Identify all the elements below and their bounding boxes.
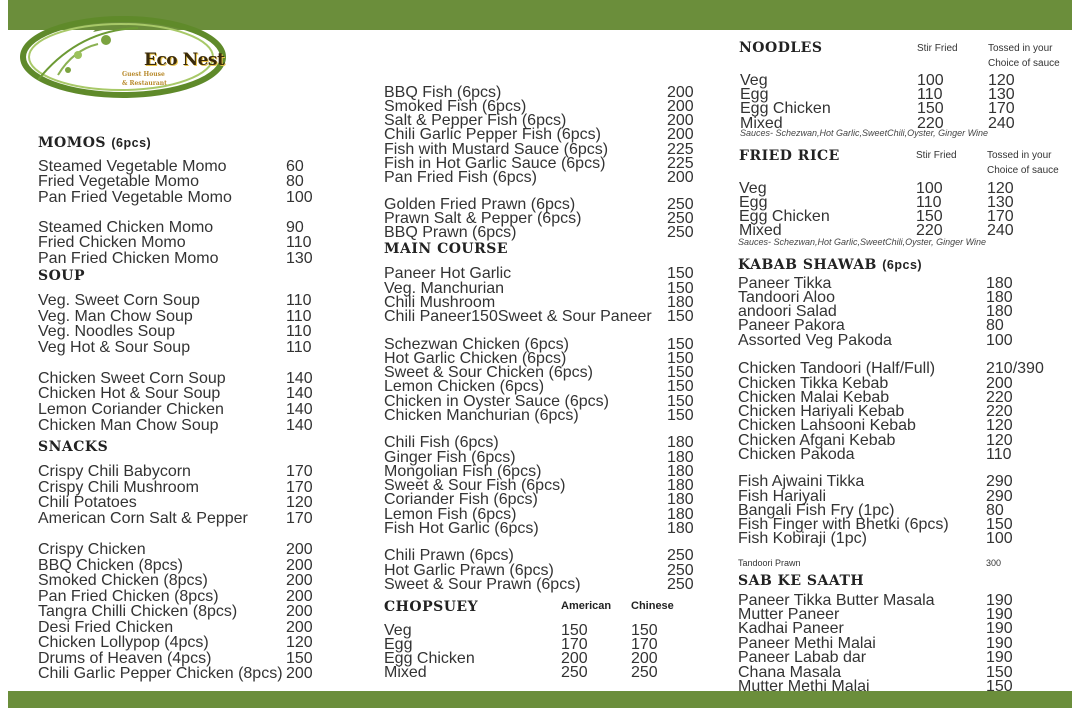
menu-item-price: 180 [667, 434, 694, 451]
momos-title: MOMOS [38, 135, 106, 151]
menu-item-price: 200 [286, 557, 313, 574]
menu-item-price: 220 [986, 403, 1013, 420]
menu-item-price: 60 [286, 158, 304, 175]
menu-item-name: Pan Fried Vegetable Momo [38, 189, 232, 206]
menu-item-price: 300 [986, 558, 1002, 568]
menu-item-name: Veg [739, 180, 767, 197]
menu-item-name: Hot Garlic Prawn (6pcs) [384, 562, 554, 579]
menu-item-price: 180 [986, 303, 1013, 320]
menu-item-price: 200 [667, 112, 694, 129]
menu-item-name: Crispy Chili Babycorn [38, 463, 191, 480]
menu-item-price-1: 100 [916, 180, 943, 197]
menu-item-price-1: 150 [561, 622, 588, 639]
menu-item-price: 180 [986, 275, 1013, 292]
menu-item-name: Chicken Afgani Kebab [738, 432, 896, 449]
menu-item-name: Chili Potatoes [38, 494, 137, 511]
menu-item-name: Chicken Sweet Corn Soup [38, 370, 226, 387]
menu-item-price: 200 [286, 541, 313, 558]
menu-item-name: Lemon Coriander Chicken [38, 401, 224, 418]
menu-item-price: 200 [667, 98, 694, 115]
menu-item-price-2: 130 [987, 194, 1014, 211]
menu-item-name: Fish Ajwaini Tikka [738, 473, 865, 490]
menu-item-price: 250 [667, 196, 694, 213]
menu-item-name: Chicken Pakoda [738, 446, 855, 463]
menu-item-name: BBQ Chicken (8pcs) [38, 557, 183, 574]
menu-item-price: 130 [286, 250, 313, 267]
menu-item-price: 200 [667, 126, 694, 143]
menu-item-name: Chicken Hot & Sour Soup [38, 385, 221, 402]
menu-item-name: Paneer Methi Malai [738, 635, 876, 652]
noodles-sauce-note: Sauces- Schezwan,Hot Garlic,SweetChili,Oyster, Ginger Wine [740, 128, 989, 138]
menu-item-name: Smoked Chicken (8pcs) [38, 572, 208, 589]
menu-item-price-1: 110 [916, 194, 942, 211]
menu-item-name: Paneer Labab dar [738, 649, 867, 666]
menu-item-price: 80 [986, 502, 1004, 519]
menu-item-name: Paneer Tikka [738, 275, 832, 292]
menu-item-name: Fish with Mustard Sauce (6pcs) [384, 141, 609, 158]
menu-item-name: Chili Garlic Pepper Fish (6pcs) [384, 126, 601, 143]
menu-item-price: 110 [986, 446, 1012, 463]
menu-item-price: 190 [986, 592, 1013, 609]
menu-item-name: BBQ Prawn (6pcs) [384, 224, 517, 241]
menu-item-name: Mongolian Fish (6pcs) [384, 463, 542, 480]
menu-item-name: Desi Fried Chicken [38, 619, 174, 636]
menu-item-name: Kadhai Paneer [738, 620, 844, 637]
menu-item-price: 150 [667, 280, 694, 297]
menu-item-price: 120 [286, 634, 313, 651]
menu-item-name: Steamed Vegetable Momo [38, 158, 227, 175]
menu-item-name: Lemon Chicken (6pcs) [384, 378, 545, 395]
menu-item-name: Paneer Pakora [738, 317, 845, 334]
menu-item-price: 90 [286, 219, 304, 236]
menu-item-price: 140 [286, 370, 313, 387]
fried-rice-heading: FRIED RICE [739, 148, 840, 164]
menu-item-name: Chicken in Oyster Sauce (6pcs) [384, 393, 609, 410]
main-course-heading: MAIN COURSE [384, 241, 509, 257]
menu-item-price-1: 200 [561, 650, 588, 667]
menu-item-price: 190 [986, 649, 1013, 666]
menu-item-name: Bangali Fish Fry (1pc) [738, 502, 895, 519]
menu-item-name: Ginger Fish (6pcs) [384, 449, 516, 466]
menu-item-name: American Corn Salt & Pepper [38, 510, 248, 527]
menu-item-price: 150 [667, 393, 694, 410]
menu-item-price-2: 240 [988, 115, 1015, 132]
menu-item-name: Egg [384, 636, 413, 653]
menu-item-price: 250 [667, 547, 694, 564]
menu-item-price: 120 [986, 417, 1013, 434]
kabab-title: KABAB SHAWAB [738, 257, 877, 273]
menu-item-price: 110 [286, 292, 312, 309]
menu-item-name: Mutter Paneer [738, 606, 840, 623]
menu-item-name: Fish Hot Garlic (6pcs) [384, 520, 539, 537]
menu-item-price: 150 [986, 664, 1013, 681]
fried-rice-col-tossed-1: Tossed in your [987, 150, 1052, 161]
menu-item-price: 180 [667, 449, 694, 466]
sab-ke-saath-heading: SAB KE SAATH [738, 573, 865, 589]
menu-item-price: 150 [986, 678, 1013, 695]
menu-item-price: 200 [286, 588, 313, 605]
menu-item-price: 200 [667, 169, 694, 186]
menu-item-name: Fried Vegetable Momo [38, 173, 199, 190]
menu-item-name: Veg. Manchurian [384, 280, 505, 297]
menu-item-price-1: 110 [917, 86, 943, 103]
menu-item-name: BBQ Fish (6pcs) [384, 84, 502, 101]
menu-item-price-1: 220 [916, 222, 943, 239]
menu-item-price-2: 130 [988, 86, 1015, 103]
noodles-heading: NOODLES [739, 40, 823, 56]
menu-item-name: Steamed Chicken Momo [38, 219, 214, 236]
menu-item-name: Chili Mushroom [384, 294, 496, 311]
menu-item-name: Chicken Lahsooni Kebab [738, 417, 916, 434]
kabab-suffix: (6pcs) [882, 258, 923, 272]
menu-item-name: Paneer Tikka Butter Masala [738, 592, 935, 609]
menu-item-price-2: 170 [987, 208, 1014, 225]
menu-item-price: 210/390 [986, 360, 1044, 377]
menu-item-name: Sweet & Sour Fish (6pcs) [384, 477, 566, 494]
menu-item-price: 120 [986, 432, 1013, 449]
menu-item-price-2: 200 [631, 650, 658, 667]
menu-item-price: 220 [986, 389, 1013, 406]
menu-item-name: Chicken Tandoori (Half/Full) [738, 360, 936, 377]
menu-item-name: Pan Fried Fish (6pcs) [384, 169, 537, 186]
menu-item-price-2: 120 [988, 72, 1015, 89]
menu-item-price: 200 [286, 603, 313, 620]
menu-item-price: 80 [986, 317, 1004, 334]
menu-item-name: Schezwan Chicken (6pcs) [384, 336, 569, 353]
menu-item-price: 225 [667, 141, 694, 158]
menu-item-price: 150 [667, 364, 694, 381]
menu-item-price-1: 150 [917, 100, 944, 117]
brand-name: Eco Nest [144, 50, 225, 70]
menu-item-name: Chili Fish (6pcs) [384, 434, 499, 451]
menu-item-name: Veg [740, 72, 768, 89]
menu-item-price: 110 [286, 323, 312, 340]
menu-item-price: 80 [286, 173, 304, 190]
menu-item-name: Chana Masala [738, 664, 842, 681]
menu-item-name: Veg [384, 622, 412, 639]
noodles-col-stirfried: Stir Fried [917, 43, 958, 54]
menu-item-price: 225 [667, 155, 694, 172]
menu-item-name: Chili Paneer150Sweet & Sour Paneer [384, 308, 652, 325]
menu-item-name: Pan Fried Chicken Momo [38, 250, 219, 267]
menu-item-name: Mixed [739, 222, 782, 239]
menu-item-price: 200 [667, 84, 694, 101]
menu-item-name: Veg. Noodles Soup [38, 323, 175, 340]
brand-subtitle [122, 70, 167, 88]
menu-item-price: 200 [986, 375, 1013, 392]
menu-item-price-2: 170 [631, 636, 658, 653]
menu-item-name: Chicken Hariyali Kebab [738, 403, 905, 420]
menu-item-price-2: 240 [987, 222, 1014, 239]
menu-item-price: 180 [986, 289, 1013, 306]
menu-item-price: 170 [286, 479, 313, 496]
noodles-col-tossed-1: Tossed in your [988, 43, 1053, 54]
menu-item-name: Chicken Man Chow Soup [38, 417, 219, 434]
menu-item-price: 250 [667, 576, 694, 593]
menu-item-name: Sweet & Sour Chicken (6pcs) [384, 364, 593, 381]
menu-item-price: 180 [667, 477, 694, 494]
menu-item-name: Lemon Fish (6pcs) [384, 506, 517, 523]
menu-item-name: Veg. Man Chow Soup [38, 308, 193, 325]
menu-item-name: Fish Finger with Bhetki (6pcs) [738, 516, 949, 533]
menu-item-price: 200 [286, 665, 313, 682]
menu-item-name: Chicken Malai Kebab [738, 389, 890, 406]
menu-item-price: 180 [667, 294, 694, 311]
menu-item-price: 190 [986, 620, 1013, 637]
menu-item-price: 110 [286, 308, 312, 325]
menu-item-price: 110 [286, 234, 312, 251]
menu-item-price: 180 [667, 506, 694, 523]
menu-item-price-2: 120 [987, 180, 1014, 197]
menu-item-name: Veg Hot & Sour Soup [38, 339, 191, 356]
menu-item-price: 150 [667, 350, 694, 367]
menu-item-price-1: 220 [917, 115, 944, 132]
menu-item-name: Chicken Manchurian (6pcs) [384, 407, 579, 424]
menu-item-price: 190 [986, 635, 1013, 652]
menu-item-price: 180 [667, 491, 694, 508]
menu-item-price: 100 [986, 332, 1013, 349]
menu-item-name: Mixed [384, 664, 427, 681]
noodles-col-tossed-2: Choice of sauce [988, 58, 1060, 69]
chopsuey-heading: CHOPSUEY [384, 599, 479, 615]
menu-item-price: 140 [286, 417, 313, 434]
menu-item-name: Chicken Lollypop (4pcs) [38, 634, 209, 651]
menu-item-price-1: 100 [917, 72, 944, 89]
momos-suffix: (6pcs) [111, 136, 152, 150]
menu-item-name: Mixed [740, 115, 783, 132]
menu-item-price: 190 [986, 606, 1013, 623]
menu-item-price: 170 [286, 463, 313, 480]
kabab-heading [738, 257, 922, 273]
menu-item-price-2: 170 [988, 100, 1015, 117]
menu-item-price: 150 [286, 650, 313, 667]
soup-heading: SOUP [38, 268, 86, 284]
menu-item-name: andoori Salad [738, 303, 837, 320]
menu-item-name: Chili Prawn (6pcs) [384, 547, 514, 564]
menu-item-name: Egg [740, 86, 769, 103]
menu-item-name: Fish Hariyali [738, 488, 827, 505]
menu-item-name: Drums of Heaven (4pcs) [38, 650, 212, 667]
menu-item-name: Egg [739, 194, 768, 211]
menu-item-name: Tandoori Aloo [738, 289, 835, 306]
menu-item-price: 100 [986, 530, 1013, 547]
menu-item-name: Egg Chicken [384, 650, 475, 667]
menu-item-name: Smoked Fish (6pcs) [384, 98, 527, 115]
menu-item-price: 290 [986, 488, 1013, 505]
brand-sub2: & Restaurant [122, 80, 167, 87]
chopsuey-col-chinese: Chinese [631, 600, 674, 612]
menu-item-name: Assorted Veg Pakoda [738, 332, 892, 349]
menu-item-name: Egg Chicken [740, 100, 831, 117]
menu-item-price-2: 150 [631, 622, 658, 639]
menu-item-name: Fish in Hot Garlic Sauce (6pcs) [384, 155, 606, 172]
menu-item-name: Crispy Chili Mushroom [38, 479, 199, 496]
menu-item-price: 200 [286, 619, 313, 636]
menu-item-price: 290 [986, 473, 1013, 490]
snacks-heading: SNACKS [38, 439, 109, 455]
fried-rice-col-tossed-2: Choice of sauce [987, 165, 1059, 176]
menu-item-price: 150 [986, 516, 1013, 533]
menu-item-name: Crispy Chicken [38, 541, 146, 558]
menu-item-price: 180 [667, 463, 694, 480]
menu-item-price: 150 [667, 336, 694, 353]
menu-item-price-2: 250 [631, 664, 658, 681]
menu-item-name: Sweet & Sour Prawn (6pcs) [384, 576, 581, 593]
menu-item-price: 140 [286, 385, 313, 402]
menu-item-name: Veg. Sweet Corn Soup [38, 292, 200, 309]
menu-item-price: 150 [667, 407, 694, 424]
menu-item-name: Egg Chicken [739, 208, 830, 225]
menu-item-name: Coriander Fish (6pcs) [384, 491, 538, 508]
menu-item-price: 180 [667, 520, 694, 537]
eco-nest-logo [18, 10, 228, 100]
menu-item-name: Fried Chicken Momo [38, 234, 186, 251]
menu-item-price: 150 [667, 265, 694, 282]
fried-rice-sauce-note: Sauces- Schezwan,Hot Garlic,SweetChili,Oyster, Ginger Wine [738, 237, 987, 247]
bottom-band [8, 691, 1072, 708]
menu-item-name: Chicken Tikka Kebab [738, 375, 889, 392]
menu-item-price: 110 [286, 339, 312, 356]
menu-item-name: Tangra Chilli Chicken (8pcs) [38, 603, 238, 620]
menu-item-name: Pan Fried Chicken (8pcs) [38, 588, 219, 605]
momos-heading [38, 135, 151, 151]
menu-item-price: 200 [286, 572, 313, 589]
menu-item-price: 150 [667, 378, 694, 395]
menu-item-name: Fish Kobiraji (1pc) [738, 530, 867, 547]
menu-item-price-1: 250 [561, 664, 588, 681]
menu-item-name: Tandoori Prawn [738, 558, 801, 568]
menu-item-price: 250 [667, 210, 694, 227]
menu-item-name: Paneer Hot Garlic [384, 265, 512, 282]
menu-item-price: 250 [667, 224, 694, 241]
menu-item-price-1: 150 [916, 208, 943, 225]
menu-item-price: 100 [286, 189, 313, 206]
chopsuey-col-american: American [561, 600, 612, 612]
menu-item-price: 120 [286, 494, 313, 511]
menu-item-price: 170 [286, 510, 313, 527]
menu-item-name: Salt & Pepper Fish (6pcs) [384, 112, 567, 129]
menu-item-price-1: 170 [561, 636, 588, 653]
brand-sub1: Guest House [122, 71, 165, 78]
menu-item-name: Prawn Salt & Pepper (6pcs) [384, 210, 582, 227]
menu-item-price: 140 [286, 401, 313, 418]
menu-item-name: Hot Garlic Chicken (6pcs) [384, 350, 567, 367]
fried-rice-col-stirfried: Stir Fried [916, 150, 957, 161]
menu-item-name: Golden Fried Prawn (6pcs) [384, 196, 576, 213]
menu-item-name: Mutter Methi Malai [738, 678, 870, 695]
menu-item-price: 150 [667, 308, 694, 325]
menu-item-price: 250 [667, 562, 694, 579]
menu-item-name: Chili Garlic Pepper Chicken (8pcs) [38, 665, 283, 682]
